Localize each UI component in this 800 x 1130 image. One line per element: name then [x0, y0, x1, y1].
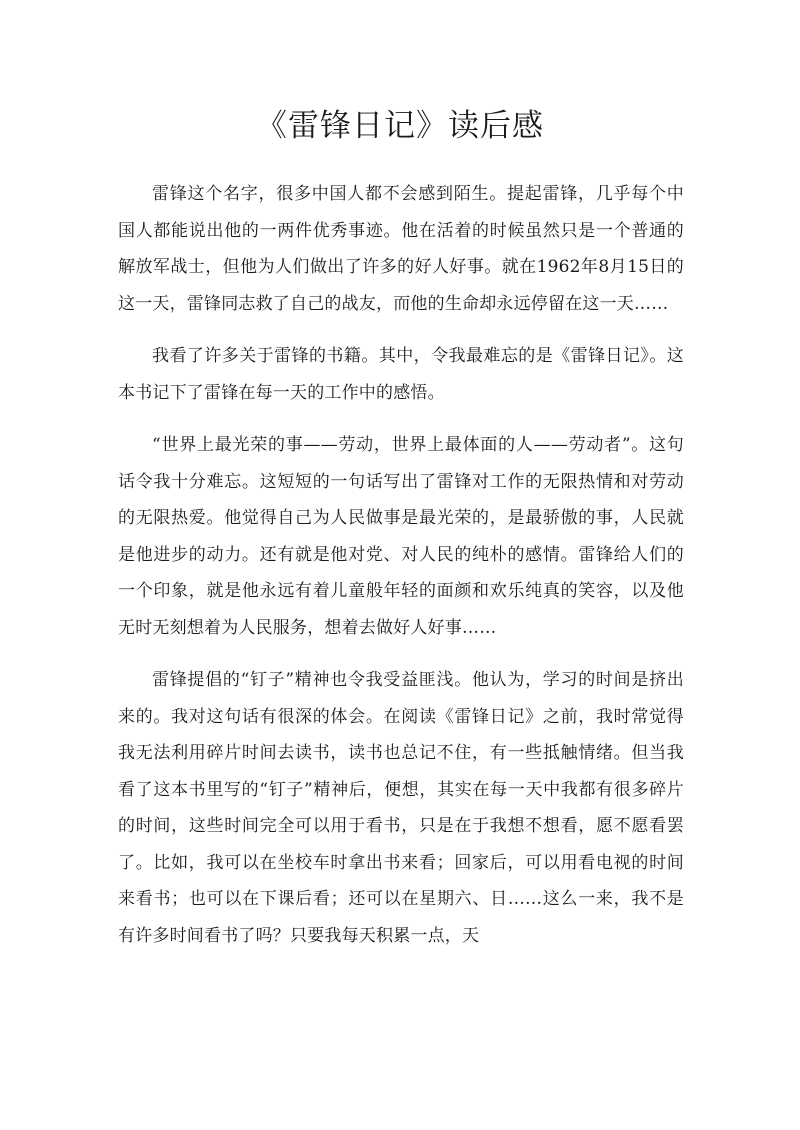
paragraph-4: 雷锋提倡的“钉子”精神也令我受益匪浅。他认为，学习的时间是挤出来的。我对这句话有很深的体会。在阅读《雷锋日记》之前，我时常觉得我无法利用碎片时间去读书，读书也总记不住，有一些抵触情绪。但当我看了这本书里写的“钉子”精神后，便想，其实在每一天中我都有很多碎片的时间，这些时间完全可以用于看书，只是在于我想不想看，愿不愿看罢了。比如，我可以在坐校车时拿出书来看；回家后，可以用看电视的时间来看书；也可以在下课后看；还可以在星期六、日……这么一来，我不是有许多时间看书了吗？只要我每天积累一点，天: [118, 670, 684, 946]
document-body: [118, 176, 684, 970]
paragraph-2: 我看了许多关于雷锋的书籍。其中，令我最难忘的是《雷锋日记》。这本书记下了雷锋在每一天的工作中的感悟。: [118, 346, 684, 403]
paragraph-3: “世界上最光荣的事——劳动，世界上最体面的人——劳动者”。这句话令我十分难忘。这短短的一句话写出了雷锋对工作的无限热情和对劳动的无限热爱。他觉得自己为人民做事是最光荣的，是最骄傲的事，人民就是他进步的动力。还有就是他对党、对人民的纯朴的感情。雷锋给人们的一个印象，就是他永远有着儿童般年轻的面颜和欢乐纯真的笑容，以及他无时无刻想着为人民服务，想着去做好人好事……: [118, 435, 684, 638]
paragraph-1: 雷锋这个名字，很多中国人都不会感到陌生。提起雷锋，几乎每个中国人都能说出他的一两件优秀事迹。他在活着的时候虽然只是一个普通的解放军战士，但他为人们做出了许多的好人好事。就在1962年8月15日的这一天，雷锋同志救了自己的战友，而他的生命却永远停留在这一天……: [118, 184, 684, 314]
document-title: 《雷锋日记》读后感: [256, 108, 544, 144]
